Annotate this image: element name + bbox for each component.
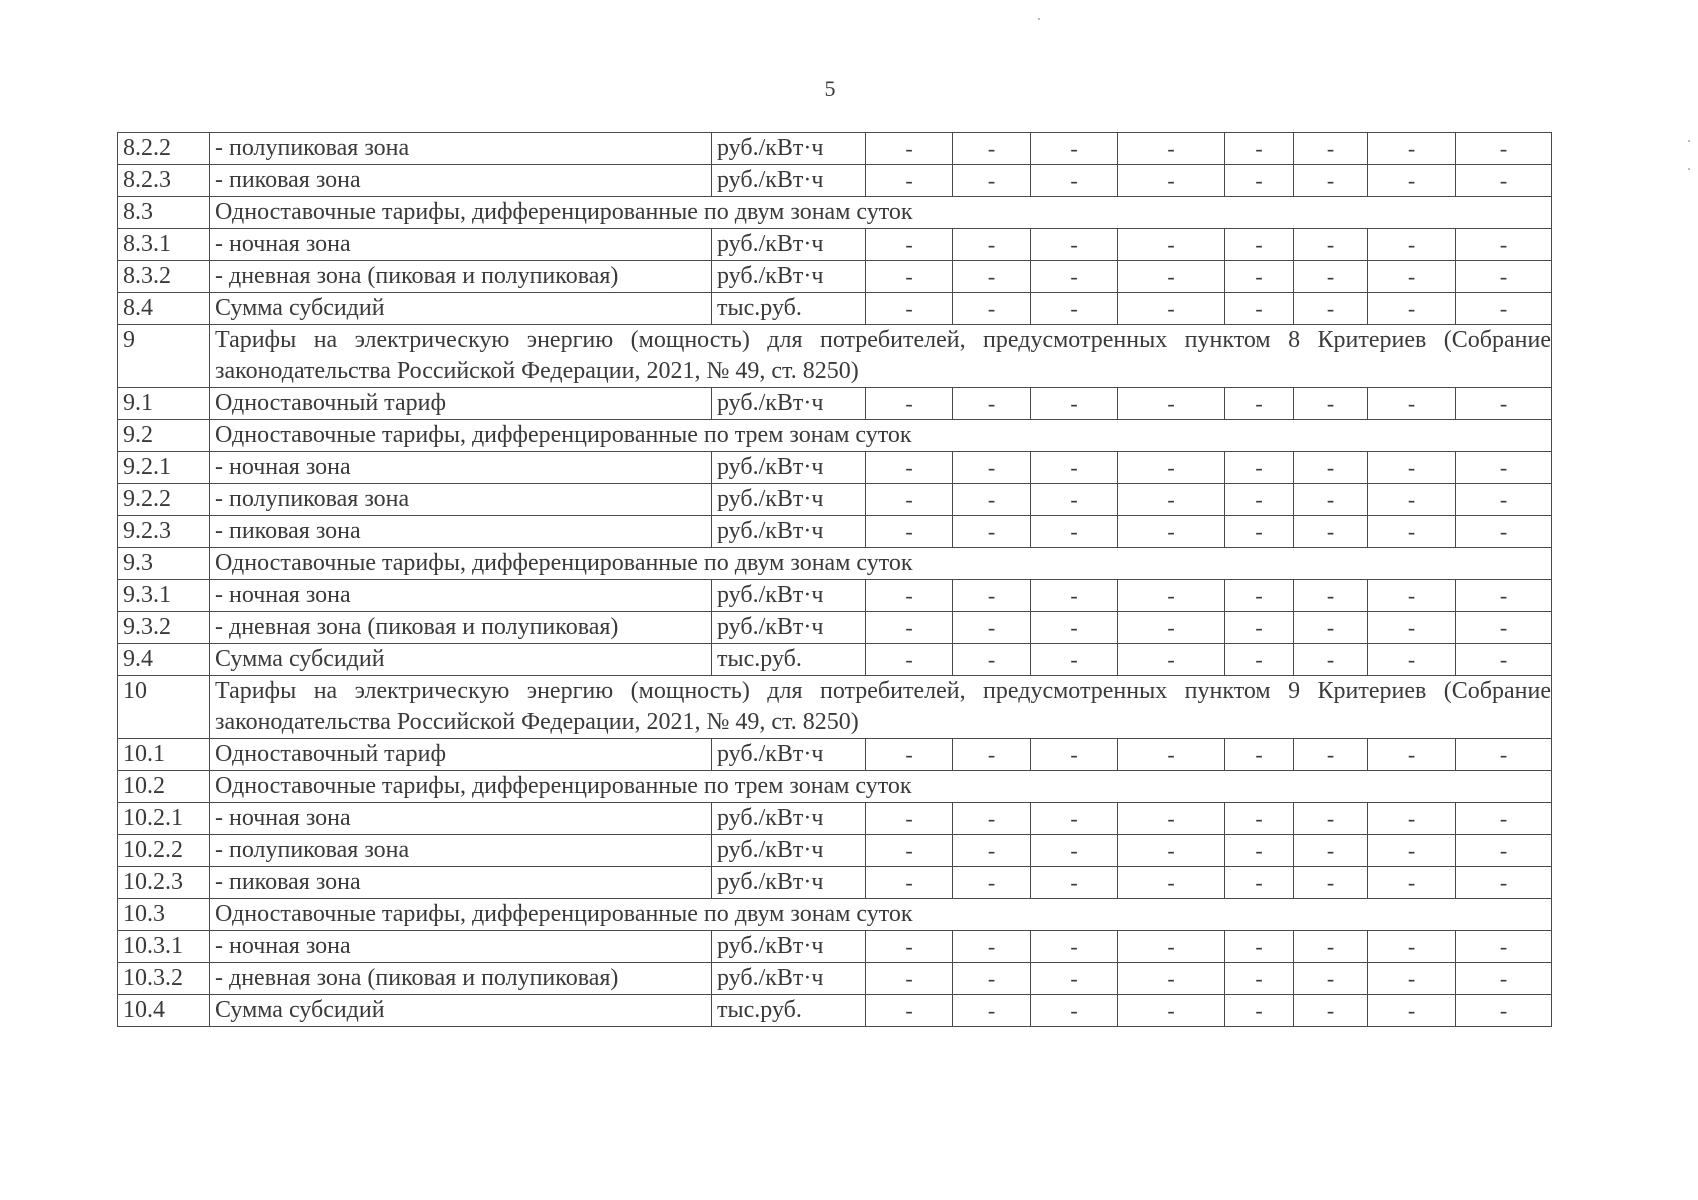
- indicator-name-cell: Одноставочный тариф: [210, 739, 712, 771]
- value-cell: -: [1225, 835, 1294, 867]
- value-cell: -: [1031, 612, 1118, 644]
- unit-cell: руб./кВт·ч: [712, 133, 866, 165]
- value-cell: -: [1225, 516, 1294, 548]
- unit-cell: руб./кВт·ч: [712, 867, 866, 899]
- value-cell: -: [953, 739, 1031, 771]
- unit-cell: тыс.руб.: [712, 644, 866, 676]
- row-number-cell: 8.2.3: [118, 165, 210, 197]
- value-cell: -: [1456, 516, 1552, 548]
- value-cell: -: [1456, 484, 1552, 516]
- value-cell: -: [1225, 293, 1294, 325]
- value-cell: -: [1031, 261, 1118, 293]
- value-cell: -: [1294, 739, 1368, 771]
- row-number-cell: 9.3.2: [118, 612, 210, 644]
- section-heading-cell: Одноставочные тарифы, дифференцированные по двум зонам суток: [210, 197, 1552, 229]
- value-cell: -: [1225, 612, 1294, 644]
- value-cell: -: [953, 165, 1031, 197]
- unit-cell: тыс.руб.: [712, 293, 866, 325]
- value-cell: -: [1368, 293, 1456, 325]
- value-cell: -: [866, 739, 953, 771]
- row-number-cell: 10: [118, 676, 210, 739]
- value-cell: -: [1368, 580, 1456, 612]
- value-cell: -: [1294, 484, 1368, 516]
- value-cell: -: [1456, 931, 1552, 963]
- value-cell: -: [1368, 644, 1456, 676]
- table-section-row: [118, 899, 1552, 931]
- value-cell: -: [866, 229, 953, 261]
- unit-cell: руб./кВт·ч: [712, 165, 866, 197]
- row-number-cell: 10.2.1: [118, 803, 210, 835]
- indicator-name-cell: - полупиковая зона: [210, 484, 712, 516]
- indicator-name-cell: - полупиковая зона: [210, 133, 712, 165]
- unit-cell: руб./кВт·ч: [712, 516, 866, 548]
- row-number-cell: 9.3: [118, 548, 210, 580]
- value-cell: -: [1294, 612, 1368, 644]
- value-cell: -: [1294, 580, 1368, 612]
- indicator-name-cell: - полупиковая зона: [210, 835, 712, 867]
- value-cell: -: [866, 452, 953, 484]
- indicator-name-cell: - пиковая зона: [210, 516, 712, 548]
- scan-speck: [1688, 168, 1690, 170]
- value-cell: -: [953, 452, 1031, 484]
- value-cell: -: [1456, 739, 1552, 771]
- value-cell: -: [1118, 229, 1225, 261]
- value-cell: -: [1225, 995, 1294, 1027]
- value-cell: -: [1294, 133, 1368, 165]
- value-cell: -: [1118, 835, 1225, 867]
- value-cell: -: [1031, 516, 1118, 548]
- table-section-row: [118, 325, 1552, 388]
- row-number-cell: 10.2: [118, 771, 210, 803]
- value-cell: -: [1294, 931, 1368, 963]
- value-cell: -: [1118, 995, 1225, 1027]
- table-section-row: [118, 420, 1552, 452]
- indicator-name-cell: Сумма субсидий: [210, 644, 712, 676]
- value-cell: -: [1225, 644, 1294, 676]
- value-cell: -: [1294, 229, 1368, 261]
- value-cell: -: [866, 835, 953, 867]
- table-row: [118, 133, 1552, 165]
- value-cell: -: [1294, 165, 1368, 197]
- value-cell: -: [866, 612, 953, 644]
- unit-cell: руб./кВт·ч: [712, 261, 866, 293]
- table-row: [118, 612, 1552, 644]
- value-cell: -: [1225, 261, 1294, 293]
- value-cell: -: [1118, 484, 1225, 516]
- value-cell: -: [866, 484, 953, 516]
- value-cell: -: [1031, 484, 1118, 516]
- row-number-cell: 8.4: [118, 293, 210, 325]
- value-cell: -: [1031, 995, 1118, 1027]
- table-row: [118, 229, 1552, 261]
- row-number-cell: 10.4: [118, 995, 210, 1027]
- value-cell: -: [1031, 388, 1118, 420]
- value-cell: -: [1456, 388, 1552, 420]
- value-cell: -: [1031, 452, 1118, 484]
- value-cell: -: [1031, 867, 1118, 899]
- value-cell: -: [1118, 133, 1225, 165]
- table-section-row: [118, 548, 1552, 580]
- row-number-cell: 9.2.2: [118, 484, 210, 516]
- value-cell: -: [1118, 452, 1225, 484]
- indicator-name-cell: - пиковая зона: [210, 867, 712, 899]
- indicator-name-cell: Одноставочный тариф: [210, 388, 712, 420]
- value-cell: -: [953, 835, 1031, 867]
- row-number-cell: 10.3: [118, 899, 210, 931]
- value-cell: -: [1368, 484, 1456, 516]
- value-cell: -: [953, 644, 1031, 676]
- value-cell: -: [1456, 133, 1552, 165]
- value-cell: -: [1031, 133, 1118, 165]
- value-cell: -: [1456, 835, 1552, 867]
- value-cell: -: [1294, 261, 1368, 293]
- value-cell: -: [866, 293, 953, 325]
- value-cell: -: [1368, 835, 1456, 867]
- unit-cell: руб./кВт·ч: [712, 580, 866, 612]
- value-cell: -: [953, 580, 1031, 612]
- value-cell: -: [1294, 293, 1368, 325]
- value-cell: -: [1031, 931, 1118, 963]
- value-cell: -: [953, 388, 1031, 420]
- row-number-cell: 9.2.3: [118, 516, 210, 548]
- value-cell: -: [1368, 452, 1456, 484]
- row-number-cell: 8.3.1: [118, 229, 210, 261]
- row-number-cell: 10.3.2: [118, 963, 210, 995]
- table-row: [118, 516, 1552, 548]
- unit-cell: руб./кВт·ч: [712, 835, 866, 867]
- value-cell: -: [866, 803, 953, 835]
- value-cell: -: [953, 931, 1031, 963]
- value-cell: -: [1031, 963, 1118, 995]
- value-cell: -: [1118, 644, 1225, 676]
- unit-cell: руб./кВт·ч: [712, 229, 866, 261]
- value-cell: -: [866, 995, 953, 1027]
- value-cell: -: [1031, 644, 1118, 676]
- value-cell: -: [1456, 644, 1552, 676]
- value-cell: -: [866, 388, 953, 420]
- value-cell: -: [953, 963, 1031, 995]
- value-cell: -: [1294, 644, 1368, 676]
- value-cell: -: [953, 484, 1031, 516]
- value-cell: -: [1031, 165, 1118, 197]
- value-cell: -: [1294, 867, 1368, 899]
- value-cell: -: [1118, 612, 1225, 644]
- indicator-name-cell: - ночная зона: [210, 229, 712, 261]
- section-heading-cell: Тарифы на электрическую энергию (мощность) для потребителей, предусмотренных пунктом 9 Критериев (Собрание законодательства Российской Федерации, 2021, № 49, ст. 8250): [210, 676, 1552, 739]
- value-cell: -: [953, 867, 1031, 899]
- indicator-name-cell: - дневная зона (пиковая и полупиковая): [210, 612, 712, 644]
- table-row: [118, 963, 1552, 995]
- table-row: [118, 835, 1552, 867]
- table-row: [118, 388, 1552, 420]
- indicator-name-cell: - дневная зона (пиковая и полупиковая): [210, 963, 712, 995]
- value-cell: -: [1456, 293, 1552, 325]
- table-row: [118, 803, 1552, 835]
- table-row: [118, 484, 1552, 516]
- value-cell: -: [1118, 580, 1225, 612]
- table-section-row: [118, 771, 1552, 803]
- unit-cell: руб./кВт·ч: [712, 484, 866, 516]
- unit-cell: тыс.руб.: [712, 995, 866, 1027]
- value-cell: -: [866, 644, 953, 676]
- scan-speck: [1688, 140, 1690, 142]
- value-cell: -: [866, 963, 953, 995]
- value-cell: -: [1368, 995, 1456, 1027]
- value-cell: -: [1225, 133, 1294, 165]
- table-row: [118, 452, 1552, 484]
- unit-cell: руб./кВт·ч: [712, 612, 866, 644]
- page-number: 5: [824, 76, 836, 101]
- table-row: [118, 293, 1552, 325]
- value-cell: -: [1031, 293, 1118, 325]
- indicator-name-cell: Сумма субсидий: [210, 293, 712, 325]
- value-cell: -: [953, 293, 1031, 325]
- indicator-name-cell: - ночная зона: [210, 452, 712, 484]
- value-cell: -: [953, 133, 1031, 165]
- value-cell: -: [1225, 388, 1294, 420]
- indicator-name-cell: - ночная зона: [210, 580, 712, 612]
- row-number-cell: 10.3.1: [118, 931, 210, 963]
- value-cell: -: [1225, 165, 1294, 197]
- value-cell: -: [1368, 165, 1456, 197]
- unit-cell: руб./кВт·ч: [712, 452, 866, 484]
- scan-speck: [1038, 18, 1040, 20]
- table-section-row: [118, 197, 1552, 229]
- value-cell: -: [866, 261, 953, 293]
- value-cell: -: [866, 867, 953, 899]
- table-section-row: [118, 676, 1552, 739]
- unit-cell: руб./кВт·ч: [712, 803, 866, 835]
- row-number-cell: 9: [118, 325, 210, 388]
- value-cell: -: [1368, 739, 1456, 771]
- value-cell: -: [1294, 835, 1368, 867]
- row-number-cell: 9.2.1: [118, 452, 210, 484]
- value-cell: -: [1225, 963, 1294, 995]
- value-cell: -: [1368, 229, 1456, 261]
- tariff-table: [117, 132, 1552, 1027]
- row-number-cell: 10.2.2: [118, 835, 210, 867]
- value-cell: -: [1456, 612, 1552, 644]
- section-heading-cell: Одноставочные тарифы, дифференцированные по двум зонам суток: [210, 548, 1552, 580]
- value-cell: -: [866, 516, 953, 548]
- value-cell: -: [1294, 452, 1368, 484]
- value-cell: -: [953, 612, 1031, 644]
- value-cell: -: [1456, 452, 1552, 484]
- indicator-name-cell: - дневная зона (пиковая и полупиковая): [210, 261, 712, 293]
- value-cell: -: [1368, 516, 1456, 548]
- value-cell: -: [953, 516, 1031, 548]
- value-cell: -: [1118, 293, 1225, 325]
- value-cell: -: [1456, 165, 1552, 197]
- value-cell: -: [1368, 388, 1456, 420]
- indicator-name-cell: - ночная зона: [210, 931, 712, 963]
- table-row: [118, 867, 1552, 899]
- value-cell: -: [866, 580, 953, 612]
- value-cell: -: [1456, 963, 1552, 995]
- indicator-name-cell: - пиковая зона: [210, 165, 712, 197]
- row-number-cell: 8.2.2: [118, 133, 210, 165]
- unit-cell: руб./кВт·ч: [712, 739, 866, 771]
- value-cell: -: [1368, 612, 1456, 644]
- tariff-table-body: [118, 133, 1552, 1027]
- value-cell: -: [1294, 995, 1368, 1027]
- row-number-cell: 9.3.1: [118, 580, 210, 612]
- row-number-cell: 8.3.2: [118, 261, 210, 293]
- value-cell: -: [1368, 133, 1456, 165]
- value-cell: -: [1225, 739, 1294, 771]
- value-cell: -: [1031, 835, 1118, 867]
- value-cell: -: [866, 133, 953, 165]
- value-cell: -: [1456, 995, 1552, 1027]
- section-heading-cell: Одноставочные тарифы, дифференцированные по двум зонам суток: [210, 899, 1552, 931]
- value-cell: -: [1225, 867, 1294, 899]
- section-heading-cell: Тарифы на электрическую энергию (мощность) для потребителей, предусмотренных пунктом 8 Критериев (Собрание законодательства Российской Федерации, 2021, № 49, ст. 8250): [210, 325, 1552, 388]
- value-cell: -: [1225, 484, 1294, 516]
- table-row: [118, 644, 1552, 676]
- row-number-cell: 9.4: [118, 644, 210, 676]
- value-cell: -: [1031, 803, 1118, 835]
- value-cell: -: [1456, 261, 1552, 293]
- value-cell: -: [866, 931, 953, 963]
- value-cell: -: [1456, 580, 1552, 612]
- value-cell: -: [866, 165, 953, 197]
- section-heading-cell: Одноставочные тарифы, дифференцированные по трем зонам суток: [210, 420, 1552, 452]
- row-number-cell: 9.2: [118, 420, 210, 452]
- value-cell: -: [1225, 803, 1294, 835]
- unit-cell: руб./кВт·ч: [712, 931, 866, 963]
- value-cell: -: [1225, 580, 1294, 612]
- value-cell: -: [1368, 261, 1456, 293]
- value-cell: -: [1294, 803, 1368, 835]
- table-row: [118, 931, 1552, 963]
- value-cell: -: [1294, 963, 1368, 995]
- value-cell: -: [1456, 229, 1552, 261]
- value-cell: -: [1118, 516, 1225, 548]
- value-cell: -: [1118, 261, 1225, 293]
- indicator-name-cell: - ночная зона: [210, 803, 712, 835]
- table-row: [118, 739, 1552, 771]
- value-cell: -: [1368, 931, 1456, 963]
- value-cell: -: [1031, 580, 1118, 612]
- value-cell: -: [1118, 388, 1225, 420]
- table-row: [118, 995, 1552, 1027]
- table-row: [118, 165, 1552, 197]
- unit-cell: руб./кВт·ч: [712, 388, 866, 420]
- value-cell: -: [953, 995, 1031, 1027]
- value-cell: -: [953, 261, 1031, 293]
- value-cell: -: [1456, 867, 1552, 899]
- value-cell: -: [1118, 803, 1225, 835]
- table-row: [118, 261, 1552, 293]
- value-cell: -: [953, 229, 1031, 261]
- section-heading-cell: Одноставочные тарифы, дифференцированные по трем зонам суток: [210, 771, 1552, 803]
- value-cell: -: [1118, 963, 1225, 995]
- row-number-cell: 8.3: [118, 197, 210, 229]
- value-cell: -: [1368, 963, 1456, 995]
- value-cell: -: [1118, 165, 1225, 197]
- value-cell: -: [1118, 931, 1225, 963]
- value-cell: -: [1031, 739, 1118, 771]
- row-number-cell: 9.1: [118, 388, 210, 420]
- value-cell: -: [1294, 516, 1368, 548]
- value-cell: -: [1118, 739, 1225, 771]
- table-row: [118, 580, 1552, 612]
- value-cell: -: [1456, 803, 1552, 835]
- indicator-name-cell: Сумма субсидий: [210, 995, 712, 1027]
- value-cell: -: [1225, 452, 1294, 484]
- row-number-cell: 10.1: [118, 739, 210, 771]
- value-cell: -: [1225, 931, 1294, 963]
- value-cell: -: [1294, 388, 1368, 420]
- value-cell: -: [953, 803, 1031, 835]
- row-number-cell: 10.2.3: [118, 867, 210, 899]
- value-cell: -: [1368, 803, 1456, 835]
- unit-cell: руб./кВт·ч: [712, 963, 866, 995]
- value-cell: -: [1225, 229, 1294, 261]
- value-cell: -: [1118, 867, 1225, 899]
- value-cell: -: [1031, 229, 1118, 261]
- value-cell: -: [1368, 867, 1456, 899]
